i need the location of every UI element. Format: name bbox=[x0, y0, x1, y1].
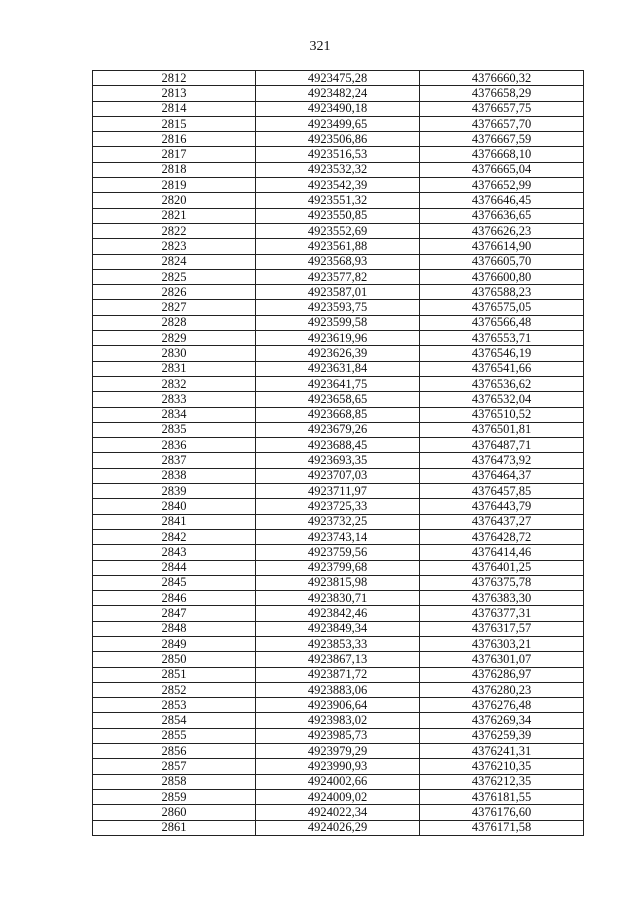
point-number-cell: 2835 bbox=[93, 422, 256, 437]
point-number-cell: 2839 bbox=[93, 484, 256, 499]
point-number-cell: 2846 bbox=[93, 591, 256, 606]
x-coordinate-cell: 4923830,71 bbox=[256, 591, 420, 606]
point-number-cell: 2824 bbox=[93, 254, 256, 269]
point-number-cell: 2822 bbox=[93, 223, 256, 238]
y-coordinate-cell: 4376301,07 bbox=[420, 652, 584, 667]
point-number-cell: 2836 bbox=[93, 438, 256, 453]
x-coordinate-cell: 4923815,98 bbox=[256, 575, 420, 590]
point-number-cell: 2821 bbox=[93, 208, 256, 223]
table-row bbox=[93, 499, 584, 514]
table-row bbox=[93, 591, 584, 606]
x-coordinate-cell: 4923983,02 bbox=[256, 713, 420, 728]
x-coordinate-cell: 4923561,88 bbox=[256, 239, 420, 254]
point-number-cell: 2856 bbox=[93, 744, 256, 759]
x-coordinate-cell: 4923619,96 bbox=[256, 331, 420, 346]
table-row bbox=[93, 269, 584, 284]
table-row bbox=[93, 132, 584, 147]
y-coordinate-cell: 4376614,90 bbox=[420, 239, 584, 254]
y-coordinate-cell: 4376176,60 bbox=[420, 805, 584, 820]
table-row bbox=[93, 759, 584, 774]
y-coordinate-cell: 4376457,85 bbox=[420, 484, 584, 499]
table-row bbox=[93, 162, 584, 177]
point-number-cell: 2825 bbox=[93, 269, 256, 284]
x-coordinate-cell: 4923490,18 bbox=[256, 101, 420, 116]
y-coordinate-cell: 4376553,71 bbox=[420, 331, 584, 346]
point-number-cell: 2820 bbox=[93, 193, 256, 208]
y-coordinate-cell: 4376464,37 bbox=[420, 468, 584, 483]
point-number-cell: 2829 bbox=[93, 331, 256, 346]
table-row bbox=[93, 101, 584, 116]
y-coordinate-cell: 4376636,65 bbox=[420, 208, 584, 223]
point-number-cell: 2857 bbox=[93, 759, 256, 774]
x-coordinate-cell: 4923568,93 bbox=[256, 254, 420, 269]
y-coordinate-cell: 4376414,46 bbox=[420, 545, 584, 560]
point-number-cell: 2831 bbox=[93, 361, 256, 376]
x-coordinate-cell: 4923550,85 bbox=[256, 208, 420, 223]
y-coordinate-cell: 4376303,21 bbox=[420, 636, 584, 651]
point-number-cell: 2859 bbox=[93, 789, 256, 804]
y-coordinate-cell: 4376605,70 bbox=[420, 254, 584, 269]
y-coordinate-cell: 4376658,29 bbox=[420, 86, 584, 101]
x-coordinate-cell: 4923482,24 bbox=[256, 86, 420, 101]
x-coordinate-cell: 4923506,86 bbox=[256, 132, 420, 147]
point-number-cell: 2855 bbox=[93, 728, 256, 743]
point-number-cell: 2837 bbox=[93, 453, 256, 468]
point-number-cell: 2852 bbox=[93, 682, 256, 697]
y-coordinate-cell: 4376536,62 bbox=[420, 376, 584, 391]
y-coordinate-cell: 4376210,35 bbox=[420, 759, 584, 774]
y-coordinate-cell: 4376566,48 bbox=[420, 315, 584, 330]
x-coordinate-cell: 4923867,13 bbox=[256, 652, 420, 667]
table-row bbox=[93, 453, 584, 468]
point-number-cell: 2854 bbox=[93, 713, 256, 728]
point-number-cell: 2815 bbox=[93, 116, 256, 131]
y-coordinate-cell: 4376375,78 bbox=[420, 575, 584, 590]
coordinates-table-body bbox=[93, 71, 584, 836]
point-number-cell: 2813 bbox=[93, 86, 256, 101]
point-number-cell: 2828 bbox=[93, 315, 256, 330]
point-number-cell: 2818 bbox=[93, 162, 256, 177]
table-row bbox=[93, 392, 584, 407]
table-row bbox=[93, 529, 584, 544]
table-row bbox=[93, 667, 584, 682]
table-row bbox=[93, 575, 584, 590]
x-coordinate-cell: 4923759,56 bbox=[256, 545, 420, 560]
y-coordinate-cell: 4376588,23 bbox=[420, 285, 584, 300]
page-number: 321 bbox=[309, 39, 331, 54]
y-coordinate-cell: 4376626,23 bbox=[420, 223, 584, 238]
point-number-cell: 2830 bbox=[93, 346, 256, 361]
point-number-cell: 2819 bbox=[93, 178, 256, 193]
point-number-cell: 2841 bbox=[93, 514, 256, 529]
x-coordinate-cell: 4923693,35 bbox=[256, 453, 420, 468]
x-coordinate-cell: 4923631,84 bbox=[256, 361, 420, 376]
x-coordinate-cell: 4923587,01 bbox=[256, 285, 420, 300]
table-row bbox=[93, 178, 584, 193]
x-coordinate-cell: 4924002,66 bbox=[256, 774, 420, 789]
y-coordinate-cell: 4376259,39 bbox=[420, 728, 584, 743]
x-coordinate-cell: 4923707,03 bbox=[256, 468, 420, 483]
x-coordinate-cell: 4923552,69 bbox=[256, 223, 420, 238]
x-coordinate-cell: 4923577,82 bbox=[256, 269, 420, 284]
point-number-cell: 2827 bbox=[93, 300, 256, 315]
table-row bbox=[93, 820, 584, 835]
y-coordinate-cell: 4376667,59 bbox=[420, 132, 584, 147]
coordinates-table bbox=[92, 70, 584, 836]
y-coordinate-cell: 4376280,23 bbox=[420, 682, 584, 697]
table-row bbox=[93, 744, 584, 759]
x-coordinate-cell: 4923641,75 bbox=[256, 376, 420, 391]
table-row bbox=[93, 116, 584, 131]
point-number-cell: 2842 bbox=[93, 529, 256, 544]
point-number-cell: 2860 bbox=[93, 805, 256, 820]
y-coordinate-cell: 4376269,34 bbox=[420, 713, 584, 728]
table-row bbox=[93, 468, 584, 483]
y-coordinate-cell: 4376510,52 bbox=[420, 407, 584, 422]
x-coordinate-cell: 4923990,93 bbox=[256, 759, 420, 774]
x-coordinate-cell: 4923593,75 bbox=[256, 300, 420, 315]
x-coordinate-cell: 4923551,32 bbox=[256, 193, 420, 208]
table-row bbox=[93, 86, 584, 101]
point-number-cell: 2814 bbox=[93, 101, 256, 116]
x-coordinate-cell: 4923849,34 bbox=[256, 621, 420, 636]
table-row bbox=[93, 698, 584, 713]
y-coordinate-cell: 4376276,48 bbox=[420, 698, 584, 713]
y-coordinate-cell: 4376665,04 bbox=[420, 162, 584, 177]
y-coordinate-cell: 4376652,99 bbox=[420, 178, 584, 193]
table-row bbox=[93, 193, 584, 208]
point-number-cell: 2843 bbox=[93, 545, 256, 560]
point-number-cell: 2826 bbox=[93, 285, 256, 300]
point-number-cell: 2849 bbox=[93, 636, 256, 651]
x-coordinate-cell: 4923626,39 bbox=[256, 346, 420, 361]
point-number-cell: 2812 bbox=[93, 71, 256, 86]
x-coordinate-cell: 4923658,65 bbox=[256, 392, 420, 407]
point-number-cell: 2838 bbox=[93, 468, 256, 483]
table-row bbox=[93, 545, 584, 560]
y-coordinate-cell: 4376241,31 bbox=[420, 744, 584, 759]
table-row bbox=[93, 682, 584, 697]
table-row bbox=[93, 254, 584, 269]
x-coordinate-cell: 4923725,33 bbox=[256, 499, 420, 514]
y-coordinate-cell: 4376532,04 bbox=[420, 392, 584, 407]
x-coordinate-cell: 4923799,68 bbox=[256, 560, 420, 575]
y-coordinate-cell: 4376212,35 bbox=[420, 774, 584, 789]
point-number-cell: 2858 bbox=[93, 774, 256, 789]
point-number-cell: 2817 bbox=[93, 147, 256, 162]
point-number-cell: 2848 bbox=[93, 621, 256, 636]
y-coordinate-cell: 4376437,27 bbox=[420, 514, 584, 529]
x-coordinate-cell: 4923599,58 bbox=[256, 315, 420, 330]
y-coordinate-cell: 4376546,19 bbox=[420, 346, 584, 361]
x-coordinate-cell: 4923542,39 bbox=[256, 178, 420, 193]
table-row bbox=[93, 147, 584, 162]
x-coordinate-cell: 4923688,45 bbox=[256, 438, 420, 453]
y-coordinate-cell: 4376383,30 bbox=[420, 591, 584, 606]
x-coordinate-cell: 4923883,06 bbox=[256, 682, 420, 697]
table-row bbox=[93, 331, 584, 346]
table-row bbox=[93, 71, 584, 86]
x-coordinate-cell: 4924022,34 bbox=[256, 805, 420, 820]
table-row bbox=[93, 514, 584, 529]
point-number-cell: 2850 bbox=[93, 652, 256, 667]
x-coordinate-cell: 4923668,85 bbox=[256, 407, 420, 422]
y-coordinate-cell: 4376428,72 bbox=[420, 529, 584, 544]
table-row bbox=[93, 621, 584, 636]
y-coordinate-cell: 4376600,80 bbox=[420, 269, 584, 284]
y-coordinate-cell: 4376171,58 bbox=[420, 820, 584, 835]
point-number-cell: 2840 bbox=[93, 499, 256, 514]
x-coordinate-cell: 4923985,73 bbox=[256, 728, 420, 743]
x-coordinate-cell: 4923732,25 bbox=[256, 514, 420, 529]
y-coordinate-cell: 4376657,75 bbox=[420, 101, 584, 116]
table-row bbox=[93, 652, 584, 667]
table-row bbox=[93, 805, 584, 820]
y-coordinate-cell: 4376575,05 bbox=[420, 300, 584, 315]
table-row bbox=[93, 376, 584, 391]
x-coordinate-cell: 4923516,53 bbox=[256, 147, 420, 162]
table-row bbox=[93, 560, 584, 575]
x-coordinate-cell: 4923532,32 bbox=[256, 162, 420, 177]
y-coordinate-cell: 4376317,57 bbox=[420, 621, 584, 636]
y-coordinate-cell: 4376473,92 bbox=[420, 453, 584, 468]
y-coordinate-cell: 4376181,55 bbox=[420, 789, 584, 804]
table-row bbox=[93, 774, 584, 789]
table-row bbox=[93, 713, 584, 728]
point-number-cell: 2816 bbox=[93, 132, 256, 147]
x-coordinate-cell: 4924009,02 bbox=[256, 789, 420, 804]
y-coordinate-cell: 4376541,66 bbox=[420, 361, 584, 376]
x-coordinate-cell: 4923475,28 bbox=[256, 71, 420, 86]
x-coordinate-cell: 4923711,97 bbox=[256, 484, 420, 499]
table-row bbox=[93, 300, 584, 315]
point-number-cell: 2851 bbox=[93, 667, 256, 682]
y-coordinate-cell: 4376668,10 bbox=[420, 147, 584, 162]
point-number-cell: 2861 bbox=[93, 820, 256, 835]
x-coordinate-cell: 4923679,26 bbox=[256, 422, 420, 437]
y-coordinate-cell: 4376401,25 bbox=[420, 560, 584, 575]
point-number-cell: 2823 bbox=[93, 239, 256, 254]
table-row bbox=[93, 361, 584, 376]
table-row bbox=[93, 223, 584, 238]
x-coordinate-cell: 4923979,29 bbox=[256, 744, 420, 759]
table-row bbox=[93, 422, 584, 437]
table-row bbox=[93, 208, 584, 223]
x-coordinate-cell: 4923842,46 bbox=[256, 606, 420, 621]
y-coordinate-cell: 4376657,70 bbox=[420, 116, 584, 131]
x-coordinate-cell: 4924026,29 bbox=[256, 820, 420, 835]
table-row bbox=[93, 239, 584, 254]
point-number-cell: 2834 bbox=[93, 407, 256, 422]
point-number-cell: 2845 bbox=[93, 575, 256, 590]
x-coordinate-cell: 4923743,14 bbox=[256, 529, 420, 544]
point-number-cell: 2833 bbox=[93, 392, 256, 407]
y-coordinate-cell: 4376443,79 bbox=[420, 499, 584, 514]
table-row bbox=[93, 346, 584, 361]
y-coordinate-cell: 4376487,71 bbox=[420, 438, 584, 453]
point-number-cell: 2853 bbox=[93, 698, 256, 713]
table-row bbox=[93, 315, 584, 330]
table-row bbox=[93, 285, 584, 300]
table-row bbox=[93, 636, 584, 651]
point-number-cell: 2832 bbox=[93, 376, 256, 391]
point-number-cell: 2844 bbox=[93, 560, 256, 575]
point-number-cell: 2847 bbox=[93, 606, 256, 621]
y-coordinate-cell: 4376646,45 bbox=[420, 193, 584, 208]
table-row bbox=[93, 484, 584, 499]
y-coordinate-cell: 4376660,32 bbox=[420, 71, 584, 86]
x-coordinate-cell: 4923499,65 bbox=[256, 116, 420, 131]
x-coordinate-cell: 4923871,72 bbox=[256, 667, 420, 682]
table-row bbox=[93, 728, 584, 743]
table-row bbox=[93, 606, 584, 621]
x-coordinate-cell: 4923853,33 bbox=[256, 636, 420, 651]
y-coordinate-cell: 4376501,81 bbox=[420, 422, 584, 437]
table-row bbox=[93, 407, 584, 422]
table-row bbox=[93, 438, 584, 453]
x-coordinate-cell: 4923906,64 bbox=[256, 698, 420, 713]
y-coordinate-cell: 4376377,31 bbox=[420, 606, 584, 621]
y-coordinate-cell: 4376286,97 bbox=[420, 667, 584, 682]
table-row bbox=[93, 789, 584, 804]
